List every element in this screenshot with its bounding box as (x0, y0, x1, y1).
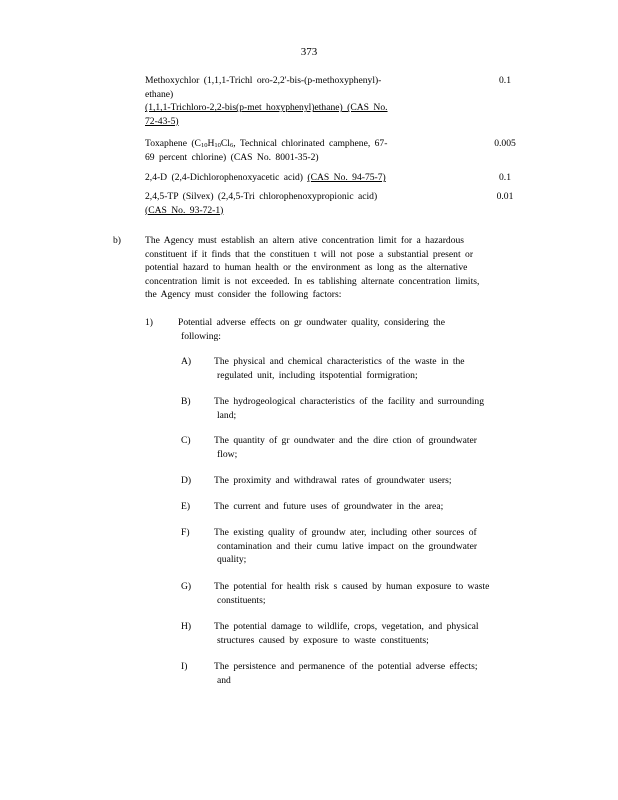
concentration-value: 0.1 (499, 172, 511, 183)
name-line-underlined: (1,1,1-Trichloro-2,2-bis(p-met hoxyphenyl)ethane) (CAS No. (145, 102, 388, 114)
name-line-underlined: (CAS No. 93-72-1) (145, 204, 224, 216)
concentration-value: 0.1 (499, 75, 511, 86)
sub-item-label: F) (181, 527, 190, 538)
sub-item-label: G) (181, 581, 192, 592)
name-underlined: (CAS No. 94-75-7) (307, 172, 386, 183)
constituent-name (145, 137, 445, 164)
item-label: 1) (145, 317, 153, 328)
sub-item-text: The existing quality of groundw ater, including other sources of contamination and their cumu lative impact on the groundwater quality; (214, 527, 478, 566)
concentration-value: 0.01 (496, 191, 514, 202)
sub-item-text: The quantity of gr oundwater and the dire ction of groundwater flow; (214, 435, 477, 460)
constituent-name (145, 190, 445, 217)
sub-item-text: The potential for health risk s caused by human exposure to waste constituents; (214, 581, 490, 606)
sub-item-text: The current and future uses of groundwater in the area; (214, 501, 444, 512)
sub-item-text: The proximity and withdrawal rates of groundwater users; (214, 475, 452, 486)
name-line: ethane) (145, 88, 174, 100)
sub-item-text: The potential damage to wildlife, crops, vegetation, and physical structures caused by exposure to waste constituents; (214, 621, 479, 646)
sub-item-label: H) (181, 621, 192, 632)
item-text: Potential adverse effects on gr oundwater quality, considering the following: (178, 317, 445, 342)
constituent-name (145, 74, 445, 128)
name-line: Methoxychlor (1,1,1-Trichl oro-2,2'-bis-(p-methoxyphenyl)- (145, 75, 382, 86)
sub-item-text: The physical and chemical characteristics of the waste in the regulated unit, including itspotential formigration; (214, 356, 465, 381)
sub-item-label: E) (181, 501, 191, 512)
name-line: Toxaphene ($C_{10}H_{10}Cl_6$, Technical chlorinated camphene, 67- (145, 138, 388, 149)
constituent-name: 2,4-D (2,4-Dichlorophenoxyacetic acid) (CAS No. 94-75-7) (145, 172, 386, 183)
sub-item-label: D) (181, 475, 192, 486)
sub-item-text: The persistence and permanence of the potential adverse effects; and (214, 661, 478, 686)
concentration-value: 0.005 (494, 138, 516, 149)
sub-item-label: B) (181, 396, 191, 407)
sub-item-label: I) (181, 661, 188, 672)
page-number: 373 (300, 46, 318, 58)
name-line: 2,4,5-TP (Silvex) (2,4,5-Tri chlorophenoxypropionic acid) (145, 191, 378, 202)
sub-item-label: C) (181, 435, 191, 446)
sub-item-label: A) (181, 356, 192, 367)
paragraph-label: b) (113, 235, 121, 246)
paragraph-text: The Agency must establish an altern ative concentration limit for a hazardous constituent if it finds that the constituen t will not pose a substantial present or potential hazard to human health or the environment as long as the alternative concentration limit is not exceeded. In es tablishing alternate concentration limits, the Agency must consider the following factors: (145, 235, 480, 301)
sub-item-text: The hydrogeological characteristics of the facility and surrounding land; (214, 396, 485, 421)
name-line-underlined: 72-43-5) (145, 115, 179, 127)
name-line: 69 percent chlorine) (CAS No. 8001-35-2) (145, 151, 319, 163)
